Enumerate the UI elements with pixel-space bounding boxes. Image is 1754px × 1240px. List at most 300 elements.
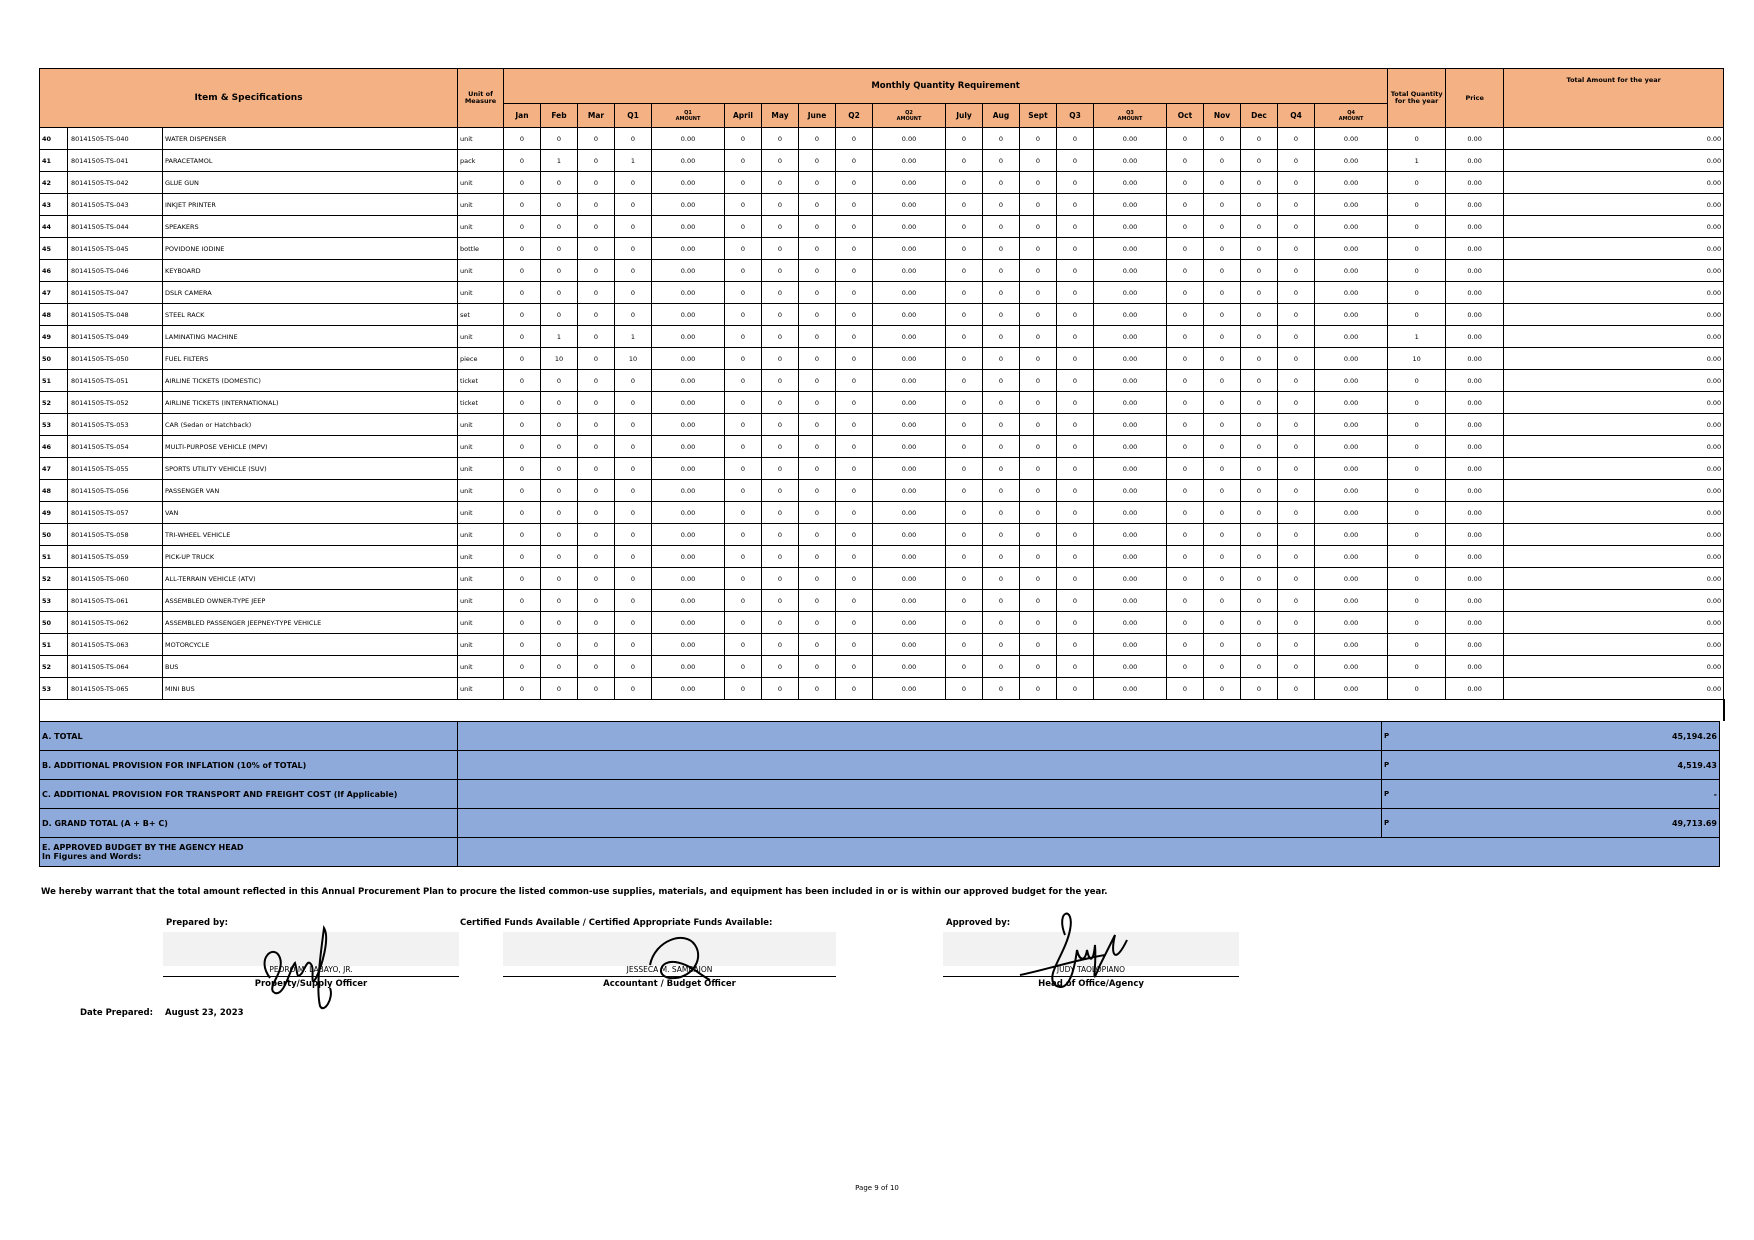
qty-jul: 0: [946, 480, 983, 502]
qty-q3: 0: [1057, 678, 1094, 700]
qty-oct: 0: [1167, 194, 1204, 216]
amount-q2: 0.00: [873, 524, 946, 546]
row-number: 50: [40, 348, 68, 370]
qty-aug: 0: [983, 612, 1020, 634]
unit-of-measure: unit: [458, 458, 504, 480]
qty-jan: 0: [504, 370, 541, 392]
qty-aug: 0: [983, 392, 1020, 414]
item-description: KEYBOARD: [163, 260, 458, 282]
qty-q2: 0: [836, 634, 873, 656]
unit-of-measure: set: [458, 304, 504, 326]
amount-q3: 0.00: [1094, 524, 1167, 546]
qty-q2: 0: [836, 480, 873, 502]
qty-dec: 0: [1241, 458, 1278, 480]
table-row: [40, 612, 1724, 634]
qty-jul: 0: [946, 678, 983, 700]
qty-sep: 0: [1020, 634, 1057, 656]
qty-q3: 0: [1057, 524, 1094, 546]
amount-q2: 0.00: [873, 414, 946, 436]
qty-apr: 0: [725, 612, 762, 634]
qty-q4: 0: [1278, 282, 1315, 304]
approved-budget-label: E. APPROVED BUDGET BY THE AGENCY HEAD In Figures and Words:: [40, 838, 458, 867]
qty-jul: 0: [946, 568, 983, 590]
qty-may: 0: [762, 370, 799, 392]
qty-q2: 0: [836, 568, 873, 590]
approved-title: Head of Office/Agency: [1038, 979, 1144, 989]
qty-aug: 0: [983, 282, 1020, 304]
item-description: INKJET PRINTER: [163, 194, 458, 216]
qty-aug: 0: [983, 260, 1020, 282]
amount-q4: 0.00: [1315, 546, 1388, 568]
amount-q3: 0.00: [1094, 480, 1167, 502]
qty-oct: 0: [1167, 370, 1204, 392]
qty-q1: 0: [615, 216, 652, 238]
table-row: [40, 150, 1724, 172]
amount-q3: 0.00: [1094, 634, 1167, 656]
qty-oct: 0: [1167, 678, 1204, 700]
freight-amount: P -: [1382, 780, 1720, 809]
amount-q3: 0.00: [1094, 370, 1167, 392]
qty-dec: 0: [1241, 150, 1278, 172]
total-quantity: 10: [1388, 348, 1446, 370]
unit-price: 0.00: [1446, 392, 1504, 414]
qty-jun: 0: [799, 436, 836, 458]
qty-may: 0: [762, 458, 799, 480]
qty-apr: 0: [725, 260, 762, 282]
qty-jan: 0: [504, 436, 541, 458]
qty-dec: 0: [1241, 678, 1278, 700]
qty-nov: 0: [1204, 150, 1241, 172]
spacer-row: [40, 700, 1724, 722]
qty-q4: 0: [1278, 568, 1315, 590]
qty-oct: 0: [1167, 612, 1204, 634]
qty-jun: 0: [799, 282, 836, 304]
total-amount: 0.00: [1504, 480, 1724, 502]
qty-mar: 0: [578, 502, 615, 524]
unit-price: 0.00: [1446, 524, 1504, 546]
qty-q4: 0: [1278, 502, 1315, 524]
amount-q4: 0.00: [1315, 480, 1388, 502]
unit-of-measure: unit: [458, 480, 504, 502]
item-description: PARACETAMOL: [163, 150, 458, 172]
qty-oct: 0: [1167, 414, 1204, 436]
amount-q2: 0.00: [873, 260, 946, 282]
qty-aug: 0: [983, 348, 1020, 370]
unit-price: 0.00: [1446, 502, 1504, 524]
qty-q2: 0: [836, 326, 873, 348]
qty-jul: 0: [946, 392, 983, 414]
qty-jun: 0: [799, 326, 836, 348]
total-quantity: 0: [1388, 370, 1446, 392]
total-amount: 0.00: [1504, 194, 1724, 216]
qty-dec: 0: [1241, 656, 1278, 678]
qty-feb: 0: [541, 590, 578, 612]
amount-q1: 0.00: [652, 656, 725, 678]
qty-mar: 0: [578, 678, 615, 700]
qty-q2: 0: [836, 656, 873, 678]
unit-price: 0.00: [1446, 678, 1504, 700]
total-quantity: 0: [1388, 524, 1446, 546]
item-description: ASSEMBLED PASSENGER JEEPNEY-TYPE VEHICLE: [163, 612, 458, 634]
qty-q4: 0: [1278, 480, 1315, 502]
qty-jul: 0: [946, 238, 983, 260]
qty-may: 0: [762, 172, 799, 194]
row-number: 48: [40, 480, 68, 502]
qty-aug: 0: [983, 436, 1020, 458]
header-item-specifications: Item & Specifications: [40, 69, 458, 128]
certified-name: JESSECA M. SAMBAJON: [626, 965, 713, 974]
qty-sep: 0: [1020, 194, 1057, 216]
item-description: MULTI-PURPOSE VEHICLE (MPV): [163, 436, 458, 458]
unit-of-measure: unit: [458, 612, 504, 634]
qty-oct: 0: [1167, 656, 1204, 678]
qty-may: 0: [762, 480, 799, 502]
qty-q3: 0: [1057, 414, 1094, 436]
qty-dec: 0: [1241, 282, 1278, 304]
qty-jul: 0: [946, 150, 983, 172]
total-quantity: 0: [1388, 656, 1446, 678]
amount-q3: 0.00: [1094, 656, 1167, 678]
qty-sep: 0: [1020, 370, 1057, 392]
qty-dec: 0: [1241, 634, 1278, 656]
qty-feb: 0: [541, 260, 578, 282]
row-number: 51: [40, 634, 68, 656]
amount-q4: 0.00: [1315, 612, 1388, 634]
qty-feb: 0: [541, 414, 578, 436]
prepared-title: Property/Supply Officer: [254, 979, 368, 989]
qty-oct: 0: [1167, 172, 1204, 194]
qty-aug: 0: [983, 326, 1020, 348]
qty-jul: 0: [946, 414, 983, 436]
qty-aug: 0: [983, 656, 1020, 678]
qty-sep: 0: [1020, 238, 1057, 260]
amount-q1: 0.00: [652, 370, 725, 392]
amount-q2: 0.00: [873, 568, 946, 590]
qty-jan: 0: [504, 502, 541, 524]
qty-feb: 0: [541, 304, 578, 326]
unit-price: 0.00: [1446, 590, 1504, 612]
qty-jun: 0: [799, 216, 836, 238]
qty-mar: 0: [578, 524, 615, 546]
qty-jan: 0: [504, 128, 541, 150]
unit-of-measure: unit: [458, 260, 504, 282]
total-amount: 0.00: [1504, 150, 1724, 172]
amount-q3: 0.00: [1094, 502, 1167, 524]
qty-may: 0: [762, 282, 799, 304]
total-quantity: 0: [1388, 678, 1446, 700]
header-total-amount: Total Amount for the year: [1504, 69, 1724, 128]
qty-q4: 0: [1278, 238, 1315, 260]
qty-jul: 0: [946, 634, 983, 656]
amount-q1: 0.00: [652, 502, 725, 524]
column-header: Feb: [541, 104, 578, 128]
total-amount: 0.00: [1504, 392, 1724, 414]
total-amount: 0.00: [1504, 546, 1724, 568]
qty-q2: 0: [836, 348, 873, 370]
qty-feb: 1: [541, 326, 578, 348]
amount-q2: 0.00: [873, 634, 946, 656]
amount-q3: 0.00: [1094, 678, 1167, 700]
qty-nov: 0: [1204, 678, 1241, 700]
amount-q1: 0.00: [652, 414, 725, 436]
total-quantity: 1: [1388, 326, 1446, 348]
approved-name: JUDY TAOLOPIANO: [1056, 965, 1126, 974]
qty-q2: 0: [836, 590, 873, 612]
qty-q4: 0: [1278, 370, 1315, 392]
unit-of-measure: bottle: [458, 238, 504, 260]
qty-sep: 0: [1020, 436, 1057, 458]
item-code: 80141505-TS-056: [68, 480, 163, 502]
qty-q2: 0: [836, 128, 873, 150]
qty-dec: 0: [1241, 546, 1278, 568]
qty-oct: 0: [1167, 568, 1204, 590]
amount-q1: 0.00: [652, 612, 725, 634]
amount-q1: 0.00: [652, 304, 725, 326]
qty-jun: 0: [799, 392, 836, 414]
total-amount: 0.00: [1504, 128, 1724, 150]
qty-nov: 0: [1204, 656, 1241, 678]
column-header: Dec: [1241, 104, 1278, 128]
column-header: Q2: [836, 104, 873, 128]
qty-jan: 0: [504, 150, 541, 172]
qty-q1: 0: [615, 458, 652, 480]
qty-q2: 0: [836, 370, 873, 392]
unit-price: 0.00: [1446, 414, 1504, 436]
qty-nov: 0: [1204, 634, 1241, 656]
qty-apr: 0: [725, 304, 762, 326]
qty-oct: 0: [1167, 436, 1204, 458]
amount-q2: 0.00: [873, 216, 946, 238]
prepared-signature: [250, 918, 350, 1013]
qty-jun: 0: [799, 546, 836, 568]
qty-mar: 0: [578, 458, 615, 480]
qty-q2: 0: [836, 678, 873, 700]
date-prepared-value: August 23, 2023: [165, 1008, 244, 1018]
qty-dec: 0: [1241, 260, 1278, 282]
qty-may: 0: [762, 150, 799, 172]
qty-q2: 0: [836, 458, 873, 480]
qty-jan: 0: [504, 392, 541, 414]
qty-mar: 0: [578, 172, 615, 194]
amount-q1: 0.00: [652, 678, 725, 700]
qty-mar: 0: [578, 150, 615, 172]
qty-may: 0: [762, 128, 799, 150]
unit-of-measure: unit: [458, 590, 504, 612]
grand-total-label: D. GRAND TOTAL (A + B+ C): [40, 809, 458, 838]
qty-oct: 0: [1167, 260, 1204, 282]
qty-oct: 0: [1167, 238, 1204, 260]
qty-q1: 1: [615, 326, 652, 348]
total-amount: 0.00: [1504, 656, 1724, 678]
qty-aug: 0: [983, 238, 1020, 260]
amount-q3: 0.00: [1094, 128, 1167, 150]
qty-q2: 0: [836, 150, 873, 172]
total-quantity: 1: [1388, 150, 1446, 172]
unit-of-measure: unit: [458, 194, 504, 216]
amount-q1: 0.00: [652, 568, 725, 590]
item-code: 80141505-TS-055: [68, 458, 163, 480]
unit-price: 0.00: [1446, 326, 1504, 348]
procurement-table: [39, 68, 1725, 721]
amount-q2: 0.00: [873, 502, 946, 524]
qty-aug: 0: [983, 128, 1020, 150]
total-quantity: 0: [1388, 260, 1446, 282]
qty-feb: 0: [541, 634, 578, 656]
qty-sep: 0: [1020, 304, 1057, 326]
qty-apr: 0: [725, 370, 762, 392]
amount-q1: 0.00: [652, 238, 725, 260]
amount-q4: 0.00: [1315, 260, 1388, 282]
item-code: 80141505-TS-053: [68, 414, 163, 436]
amount-q2: 0.00: [873, 392, 946, 414]
qty-q3: 0: [1057, 568, 1094, 590]
peso-sign: P: [1384, 731, 1390, 740]
column-header: Sept: [1020, 104, 1057, 128]
qty-jul: 0: [946, 370, 983, 392]
qty-aug: 0: [983, 590, 1020, 612]
qty-apr: 0: [725, 458, 762, 480]
table-row: [40, 172, 1724, 194]
qty-jun: 0: [799, 634, 836, 656]
item-description: CAR (Sedan or Hatchback): [163, 414, 458, 436]
qty-jul: 0: [946, 656, 983, 678]
amount-q4: 0.00: [1315, 436, 1388, 458]
qty-jan: 0: [504, 260, 541, 282]
qty-apr: 0: [725, 546, 762, 568]
qty-apr: 0: [725, 326, 762, 348]
qty-apr: 0: [725, 634, 762, 656]
inflation-label: B. ADDITIONAL PROVISION FOR INFLATION (10% of TOTAL): [40, 751, 458, 780]
qty-apr: 0: [725, 238, 762, 260]
item-code: 80141505-TS-043: [68, 194, 163, 216]
row-number: 49: [40, 326, 68, 348]
item-description: STEEL RACK: [163, 304, 458, 326]
qty-q2: 0: [836, 194, 873, 216]
amount-q3: 0.00: [1094, 392, 1167, 414]
qty-jan: 0: [504, 524, 541, 546]
qty-feb: 0: [541, 392, 578, 414]
total-quantity: 0: [1388, 194, 1446, 216]
total-amount: 0.00: [1504, 370, 1724, 392]
prepared-by-label: Prepared by:: [166, 918, 229, 928]
qty-dec: 0: [1241, 348, 1278, 370]
table-row: [40, 370, 1724, 392]
column-header: June: [799, 104, 836, 128]
inflation-amount: P 4,519.43: [1382, 751, 1720, 780]
qty-q4: 0: [1278, 260, 1315, 282]
qty-nov: 0: [1204, 282, 1241, 304]
item-description: SPORTS UTILITY VEHICLE (SUV): [163, 458, 458, 480]
item-code: 80141505-TS-047: [68, 282, 163, 304]
approved-budget-value: [458, 838, 1720, 867]
column-header: Jan: [504, 104, 541, 128]
unit-of-measure: unit: [458, 414, 504, 436]
item-description: PASSENGER VAN: [163, 480, 458, 502]
qty-mar: 0: [578, 304, 615, 326]
amount-q4: 0.00: [1315, 150, 1388, 172]
item-code: 80141505-TS-052: [68, 392, 163, 414]
item-description: MINI BUS: [163, 678, 458, 700]
qty-may: 0: [762, 568, 799, 590]
item-code: 80141505-TS-042: [68, 172, 163, 194]
column-header: Q3 AMOUNT: [1094, 104, 1167, 128]
qty-feb: 0: [541, 524, 578, 546]
qty-apr: 0: [725, 414, 762, 436]
row-number: 51: [40, 546, 68, 568]
qty-q1: 0: [615, 172, 652, 194]
item-description: GLUE GUN: [163, 172, 458, 194]
table-row: [40, 524, 1724, 546]
qty-q1: 0: [615, 634, 652, 656]
item-code: 80141505-TS-044: [68, 216, 163, 238]
qty-oct: 0: [1167, 150, 1204, 172]
table-row: [40, 128, 1724, 150]
qty-oct: 0: [1167, 524, 1204, 546]
unit-of-measure: unit: [458, 436, 504, 458]
qty-jul: 0: [946, 172, 983, 194]
qty-feb: 0: [541, 216, 578, 238]
certified-title: Accountant / Budget Officer: [603, 979, 736, 989]
qty-jul: 0: [946, 546, 983, 568]
total-amount: P 45,194.26: [1382, 722, 1720, 751]
table-row: [40, 590, 1724, 612]
item-code: 80141505-TS-048: [68, 304, 163, 326]
qty-q3: 0: [1057, 150, 1094, 172]
qty-jul: 0: [946, 524, 983, 546]
amount-q2: 0.00: [873, 612, 946, 634]
amount-q4: 0.00: [1315, 458, 1388, 480]
qty-jul: 0: [946, 590, 983, 612]
qty-mar: 0: [578, 348, 615, 370]
column-header: April: [725, 104, 762, 128]
column-header: Q4 AMOUNT: [1315, 104, 1388, 128]
unit-price: 0.00: [1446, 238, 1504, 260]
total-quantity: 0: [1388, 612, 1446, 634]
row-number: 43: [40, 194, 68, 216]
qty-q3: 0: [1057, 656, 1094, 678]
item-code: 80141505-TS-061: [68, 590, 163, 612]
qty-dec: 0: [1241, 612, 1278, 634]
qty-apr: 0: [725, 678, 762, 700]
total-amount: 0.00: [1504, 414, 1724, 436]
qty-feb: 1: [541, 150, 578, 172]
qty-jun: 0: [799, 590, 836, 612]
item-description: DSLR CAMERA: [163, 282, 458, 304]
qty-jul: 0: [946, 128, 983, 150]
column-header: Q2 AMOUNT: [873, 104, 946, 128]
amount-q3: 0.00: [1094, 304, 1167, 326]
qty-q2: 0: [836, 524, 873, 546]
qty-apr: 0: [725, 172, 762, 194]
amount-q2: 0.00: [873, 436, 946, 458]
qty-apr: 0: [725, 392, 762, 414]
qty-q4: 0: [1278, 612, 1315, 634]
qty-sep: 0: [1020, 590, 1057, 612]
qty-dec: 0: [1241, 194, 1278, 216]
item-description: VAN: [163, 502, 458, 524]
warrant-statement: We hereby warrant that the total amount reflected in this Annual Procurement Plan to procure the listed common-use supplies, materials, and equipment has been included in or is within our approved budget for the year.: [41, 887, 1108, 897]
amount-q3: 0.00: [1094, 326, 1167, 348]
amount-q3: 0.00: [1094, 150, 1167, 172]
row-number: 51: [40, 370, 68, 392]
unit-price: 0.00: [1446, 634, 1504, 656]
qty-aug: 0: [983, 304, 1020, 326]
table-row: [40, 568, 1724, 590]
qty-apr: 0: [725, 524, 762, 546]
qty-oct: 0: [1167, 282, 1204, 304]
qty-sep: 0: [1020, 546, 1057, 568]
amount-q4: 0.00: [1315, 678, 1388, 700]
